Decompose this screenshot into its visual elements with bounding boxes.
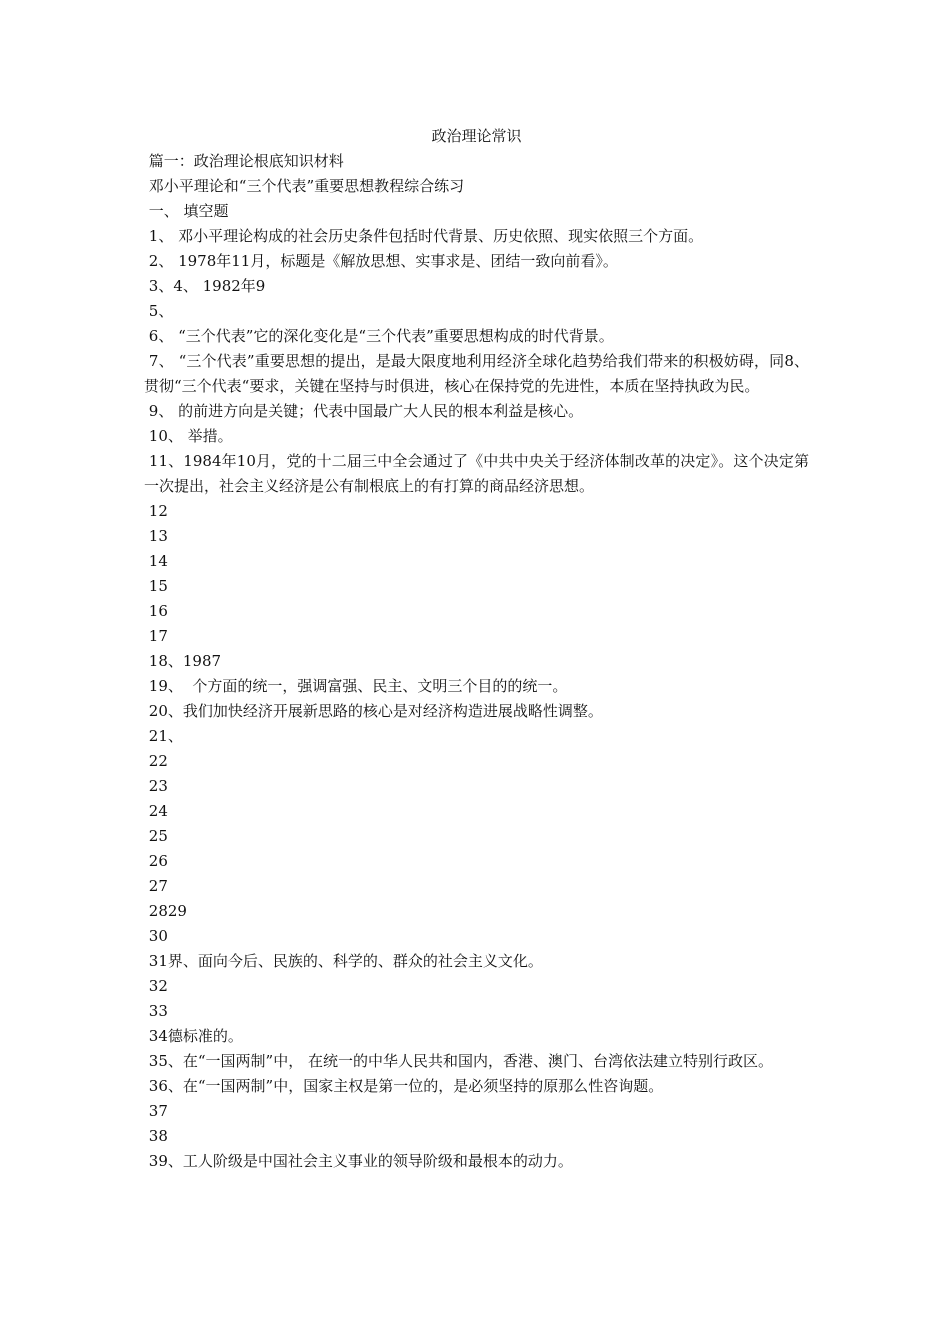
document-line: 34德标准的。 [144,1027,243,1045]
document-line: 20、我们加快经济开展新思路的核心是对经济构造进展战略性调整。 [144,702,603,720]
document-line: 30 [144,927,168,945]
document-line: 2829 [144,902,187,920]
document-line: 22 [144,752,168,770]
document-line: 21、 [144,727,183,745]
document-line: 6、 “三个代表”它的深化变化是“三个代表”重要思想构成的时代背景。 [144,327,614,345]
document-line: 19、 个方面的统一，强调富强、民主、文明三个目的的统一。 [144,677,568,695]
document-line: 39、工人阶级是中国社会主义事业的领导阶级和最根本的动力。 [144,1152,573,1170]
document-line: 7、 “三个代表”重要思想的提出，是最大限度地利用经济全球化趋势给我们带来的积极妨碍，同8、 贯彻“三个代表“要求，关键在坚持与时俱进，核心在保持党的先进性，本质在坚持执政为民。 [144,352,814,395]
document-line: 18、1987 [144,652,222,670]
document-line: 38 [144,1127,168,1145]
document-line: 33 [144,1002,168,1020]
document-title: 政治理论常识 [431,127,522,145]
document-line: 15 [144,577,168,595]
document-line: 13 [144,527,168,545]
document-line: 27 [144,877,168,895]
document-line: 1、 邓小平理论构成的社会历史条件包括时代背景、历史依照、现实依照三个方面。 [144,227,704,245]
document-line: 3、4、 1982年9 [144,277,266,295]
document-line: 10、 举措。 [144,427,233,445]
document-line: 37 [144,1102,168,1120]
document-line: 16 [144,602,168,620]
document-line: 一、 填空题 [144,202,229,220]
document-line: 26 [144,852,168,870]
document-line: 12 [144,502,168,520]
document-line: 11、1984年10月，党的十二届三中全会通过了《中共中央关于经济体制改革的决定》。这个决定第一次提出，社会主义经济是公有制根底上的有打算的商品经济思想。 [144,452,809,495]
document-line: 24 [144,802,168,820]
document-line: 17 [144,627,168,645]
document-line: 5、 [144,302,174,320]
document-lines [144,149,814,1174]
document-line: 9、 的前进方向是关键；代表中国最广大人民的根本利益是核心。 [144,402,584,420]
document-line: 25 [144,827,168,845]
document-line: 36、在“一国两制”中，国家主权是第一位的，是必须坚持的原那么性咨询题。 [144,1077,664,1095]
document-line: 32 [144,977,168,995]
document-line: 邓小平理论和“三个代表”重要思想教程综合练习 [144,177,465,195]
document-line: 篇一：政治理论根底知识材料 [144,152,344,170]
document-line: 14 [144,552,168,570]
document-line: 35、在“一国两制”中， 在统一的中华人民共和国内，香港、澳门、台湾依法建立特别行政区。 [144,1052,773,1070]
document-line: 2、 1978年11月，标题是《解放思想、实事求是、团结一致向前看》。 [144,252,618,270]
document-line: 31界、面向今后、民族的、科学的、群众的社会主义文化。 [144,952,543,970]
document-body [144,124,814,1174]
document-line: 23 [144,777,168,795]
